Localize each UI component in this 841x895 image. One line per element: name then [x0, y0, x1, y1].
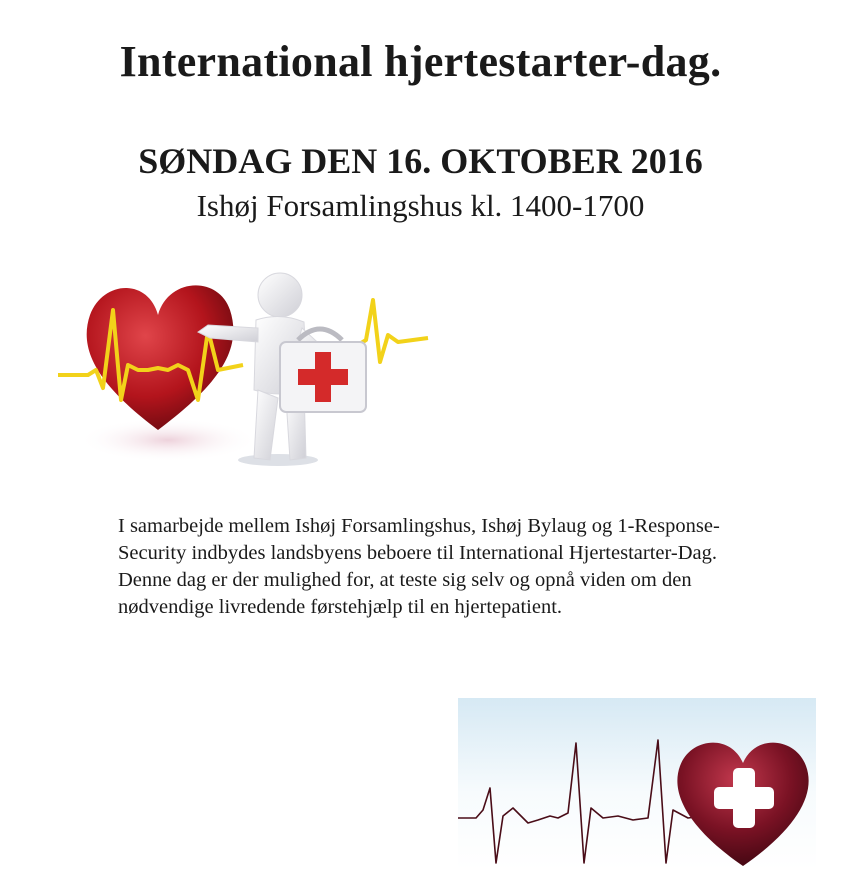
invitation-line: I samarbejde mellem Ishøj Forsamlingshus, Ishøj Bylaug og 1-Response- [118, 515, 720, 537]
first-aid-kit-icon [280, 329, 366, 412]
invitation-line: nødvendige livredende førstehjælp til en hjertepatient. [118, 596, 563, 618]
ecg-heart-illustration [458, 698, 816, 870]
event-date: SØNDAG DEN 16. OKTOBER 2016 [138, 141, 703, 181]
invitation-line: Security indbydes landsbyens beboere til International Hjertestarter-Dag. [118, 542, 718, 564]
heart-first-aid-illustration [58, 270, 438, 475]
invitation-text [118, 513, 818, 621]
invitation-line: Denne dag er der mulighed for, at teste sig selv og opnå viden om den [118, 569, 692, 591]
page-title: International hjertestarter-dag. [119, 37, 722, 86]
event-venue-time: Ishøj Forsamlingshus kl. 1400-1700 [196, 188, 645, 223]
